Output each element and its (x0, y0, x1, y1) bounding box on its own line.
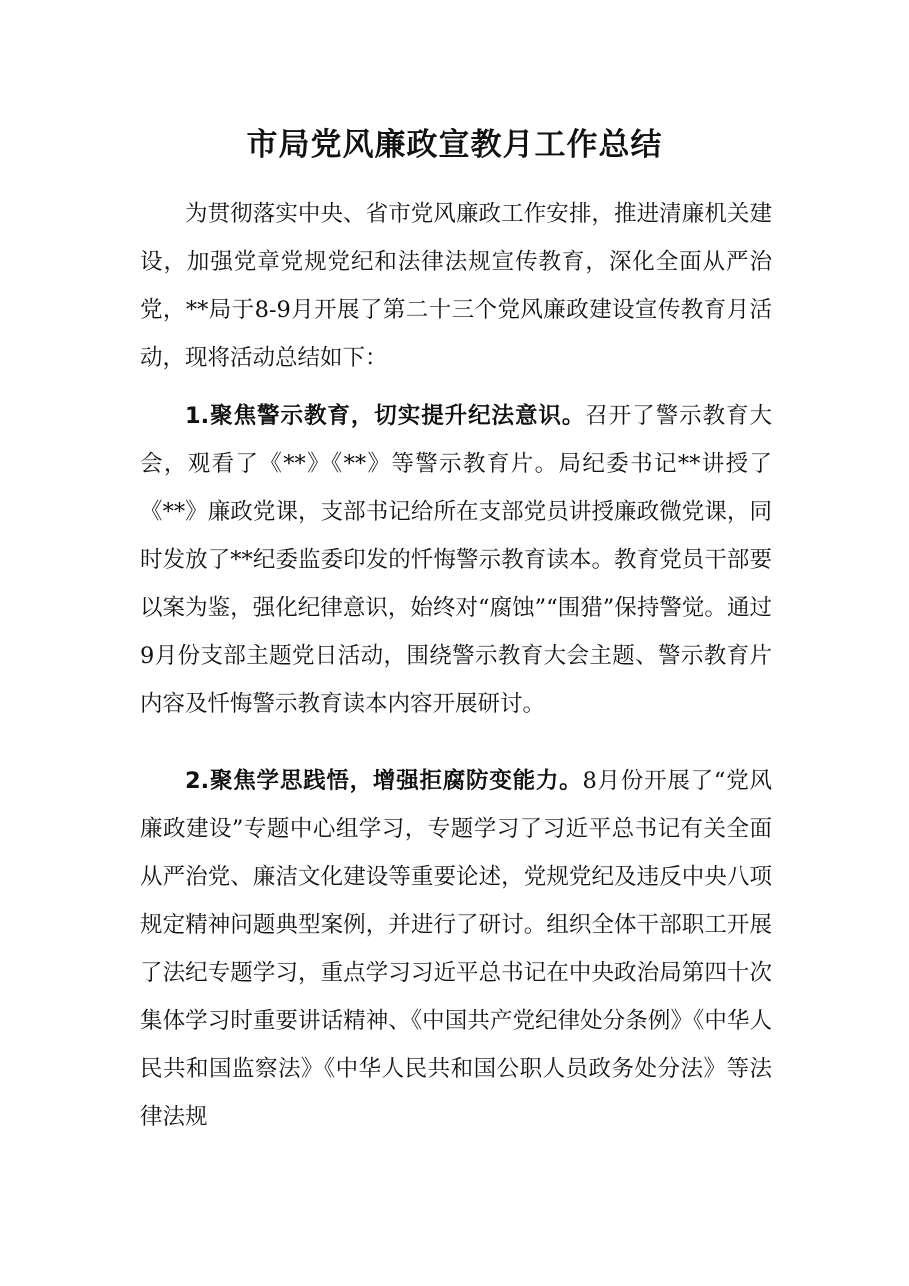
paragraph-study-practice (140, 757, 772, 1141)
paragraph-warning-education-heading: 1.聚焦警示教育，切实提升纪法意识。 (185, 403, 586, 429)
paragraph-study-practice-heading: 2.聚焦学思践悟，增强拒腐防变能力。 (185, 768, 583, 794)
document-title: 市局党风廉政宣教月工作总结 (246, 127, 663, 163)
paragraph-intro (140, 190, 772, 382)
paragraph-intro-text: 为贯彻落实中央、省市党风廉政工作安排，推进清廉机关建设，加强党章党规党纪和法律法规宣传教育，深化全面从严治党，**局于8-9月开展了第二十三个党风廉政建设宣传教育月活动，现将活动总结如下： (140, 201, 772, 371)
paragraph-warning-education (140, 392, 772, 728)
paragraph-warning-education-text: 召开了警示教育大会，观看了《**》《**》等警示教育片。局纪委书记**讲授了《**》廉政党课，支部书记给所在支部党员讲授廉政微党课，同时发放了**纪委监委印发的忏悔警示教育读本。教育党员干部要以案为鉴，强化纪律意识，始终对“腐蚀”“围猎”保持警觉。通过9月份支部主题党日活动，围绕警示教育大会主题、警示教育片内容及忏悔警示教育读本内容开展研讨。 (140, 403, 772, 717)
paragraph-study-practice-text: 8月份开展了“党风廉政建设”专题中心组学习，专题学习了习近平总书记有关全面从严治党、廉洁文化建设等重要论述，党规党纪及违反中央八项规定精神问题典型案例，并进行了研讨。组织全体干部职工开展了法纪专题学习，重点学习习近平总书记在中央政治局第四十次集体学习时重要讲话精神、《中国共产党纪律处分条例》《中华人民共和国监察法》《中华人民共和国公职人员政务处分法》等法律法规 (140, 768, 772, 1130)
